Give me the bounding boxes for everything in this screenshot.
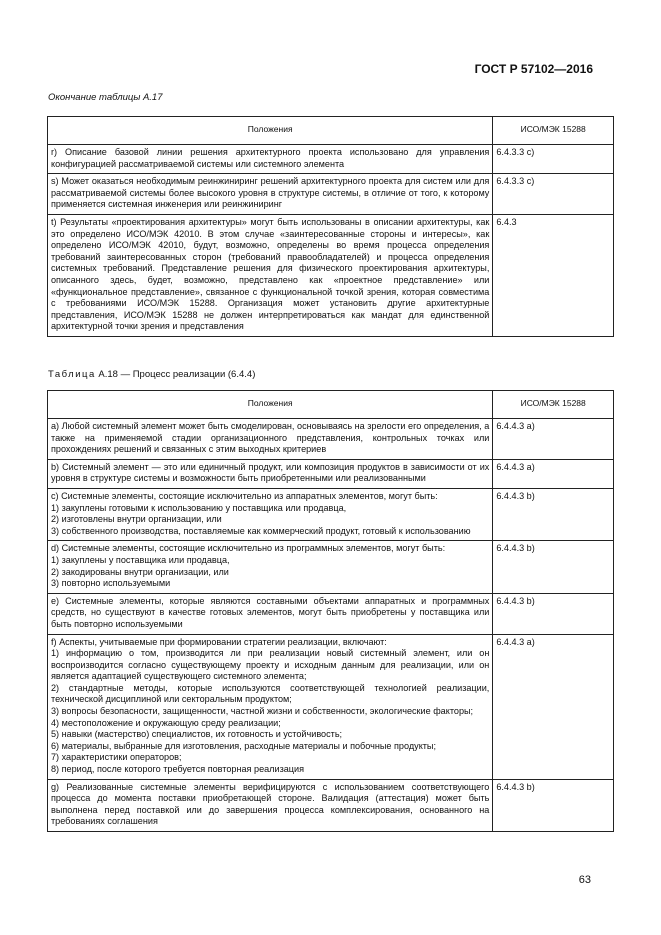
table2-caption <box>48 369 255 380</box>
table-row <box>48 541 614 593</box>
table-row <box>48 174 614 215</box>
column-header-iso-ref: ИСО/МЭК 15288 <box>493 391 614 419</box>
document-id: ГОСТ Р 57102—2016 <box>474 62 593 76</box>
provision-text: 6) материалы, выбранные для изготовления, расходные материалы и побочные продукты; <box>51 740 436 751</box>
provision-cell <box>48 593 493 634</box>
iso-reference-cell: 6.4.3 <box>493 214 614 336</box>
column-header-provisions: Положения <box>48 391 493 419</box>
provision-cell <box>48 174 493 215</box>
table-row <box>48 145 614 174</box>
provision-text: 3) вопросы безопасности, защищенности, частной жизни и собственности, экологические факторы; <box>51 706 474 717</box>
provision-text: 3) повторно используемыми <box>51 578 171 589</box>
provision-cell <box>48 145 493 174</box>
provision-text: f) Аспекты, учитываемые при формировании стратегии реализации, включают: <box>51 636 387 647</box>
table-body <box>48 145 614 337</box>
provision-cell <box>48 634 493 779</box>
table-body <box>48 419 614 832</box>
iso-reference-cell: 6.4.4.3 b) <box>493 593 614 634</box>
table1-caption: Окончание таблицы А.17 <box>48 92 163 103</box>
table-row <box>48 214 614 336</box>
provision-text: 8) период, после которого требуется повторная реализация <box>51 764 305 775</box>
table2-caption-text: А.18 — Процесс реализации (6.4.4) <box>95 369 256 380</box>
table-row <box>48 779 614 831</box>
provision-text: a) Любой системный элемент может быть смоделирован, основываясь на зрелости его определения, а также на применяемой стадии организационного представления, контрольных точках или прохождениях решений и связанных с этим выходных критериев <box>51 421 490 455</box>
iso-reference-cell: 6.4.4.3 b) <box>493 779 614 831</box>
page-number: 63 <box>578 874 591 886</box>
provision-cell <box>48 779 493 831</box>
provision-text: 2) изготовлены внутри организации, или <box>51 514 222 525</box>
provision-text: 2) закодированы внутри организации, или <box>51 566 229 577</box>
provision-text: t) Результаты «проектирования архитектуры» могут быть использованы в описании архитектуры, как это определено ИСО/МЭК 42010. В этом случае «заинтересованные стороны и интересы», как определено ИСО/МЭК 42010, будут, возможно, определены во время процесса определения требований заинтересованных сторон (требований правообладателей) и процесса определения системных требований. Представление решения для физического проектирования архитектуры, описанного здесь, будет, возможно, представлено как «проектное представление» или «функциональное представление», связанное с функциональной точкой зрения, которая совместима с требованиями ИСО/МЭК 15288. Организация может установить другие архитектурные представления, ИСО/МЭК 15288 не должен интерпретироваться как мандат для единственной архитектурной точки зрения и представления <box>51 216 490 332</box>
column-header-provisions: Положения <box>48 117 493 145</box>
iso-reference-cell: 6.4.3.3 c) <box>493 145 614 174</box>
provision-text: d) Системные элементы, состоящие исключительно из программных элементов, могут быть: <box>51 543 446 554</box>
provision-text: 1) закуплены у поставщика или продавца, <box>51 554 230 565</box>
table-row <box>48 634 614 779</box>
table-a18 <box>47 390 614 832</box>
provision-text: 2) стандартные методы, которые используются соответствующей технологией реализации, технической дисциплиной или секторальным продуктом; <box>51 682 490 705</box>
provision-text: b) Системный элемент — это или единичный продукт, или композиция продуктов в зависимости от их уровня в структуре системы и возможности быть приобретенными или реализованными <box>51 461 490 484</box>
table-row <box>48 593 614 634</box>
provision-cell <box>48 214 493 336</box>
provision-cell <box>48 488 493 540</box>
provision-text: 7) характеристики операторов; <box>51 752 182 763</box>
table-header-row <box>48 117 614 145</box>
iso-reference-cell: 6.4.4.3 b) <box>493 488 614 540</box>
provision-text: 1) закуплены готовыми к использованию у поставщика или продавца, <box>51 502 347 513</box>
provision-text: 4) местоположение и окружающую среду реализации; <box>51 717 281 728</box>
iso-reference-cell: 6.4.3.3 c) <box>493 174 614 215</box>
provision-text: e) Системные элементы, которые являются составными объектами аппаратных и программных средств, но существуют в качестве готовых элементов, могут быть приобретены у поставщика или быть повторно используемыми <box>51 595 490 629</box>
table-header-row <box>48 391 614 419</box>
provision-text: c) Системные элементы, состоящие исключительно из аппаратных элементов, могут быть: <box>51 490 438 501</box>
iso-reference-cell: 6.4.4.3 b) <box>493 541 614 593</box>
provision-cell <box>48 541 493 593</box>
table-row <box>48 459 614 488</box>
table-a17-end <box>47 116 614 337</box>
iso-reference-cell: 6.4.4.3 a) <box>493 634 614 779</box>
iso-reference-cell: 6.4.4.3 a) <box>493 419 614 460</box>
provision-text: g) Реализованные системные элементы верифицируются с использованием соответствующего процесса до момента поставки приобретающей стороне. Валидация (аттестация) может быть выполнена перед поставкой или до завершения процесса комплексирования, основанного на требованиях соглашения <box>51 781 490 827</box>
provision-text: r) Описание базовой линии решения архитектурного проекта использовано для управления конфигурацией рассматриваемой системы или системного элемента <box>51 147 490 169</box>
provision-text: s) Может оказаться необходимым реинжиниринг решений архитектурного проекта для систем или для рассматриваемой системы более высокого уровня в структуре системы, в отличие от того, к которому применяется системная инженерия или реинжиниринг <box>51 176 490 210</box>
provision-text: 5) навыки (мастерство) специалистов, их готовность и устойчивость; <box>51 729 343 740</box>
provision-text: 3) собственного производства, поставляемые как коммерческий продукт, готовый к использованию <box>51 525 471 536</box>
table-row <box>48 488 614 540</box>
column-header-iso-ref: ИСО/МЭК 15288 <box>493 117 614 145</box>
iso-reference-cell: 6.4.4.3 a) <box>493 459 614 488</box>
provision-text: 1) информацию о том, производится ли при реализации новый системный элемент, или он воспроизводится согласно существующему проекту и исходным данным для реализации, или он является адаптацией существующего системного элемента; <box>51 648 490 682</box>
table-row <box>48 419 614 460</box>
provision-cell <box>48 419 493 460</box>
table2-caption-label: Таблица <box>48 369 96 380</box>
provision-cell <box>48 459 493 488</box>
